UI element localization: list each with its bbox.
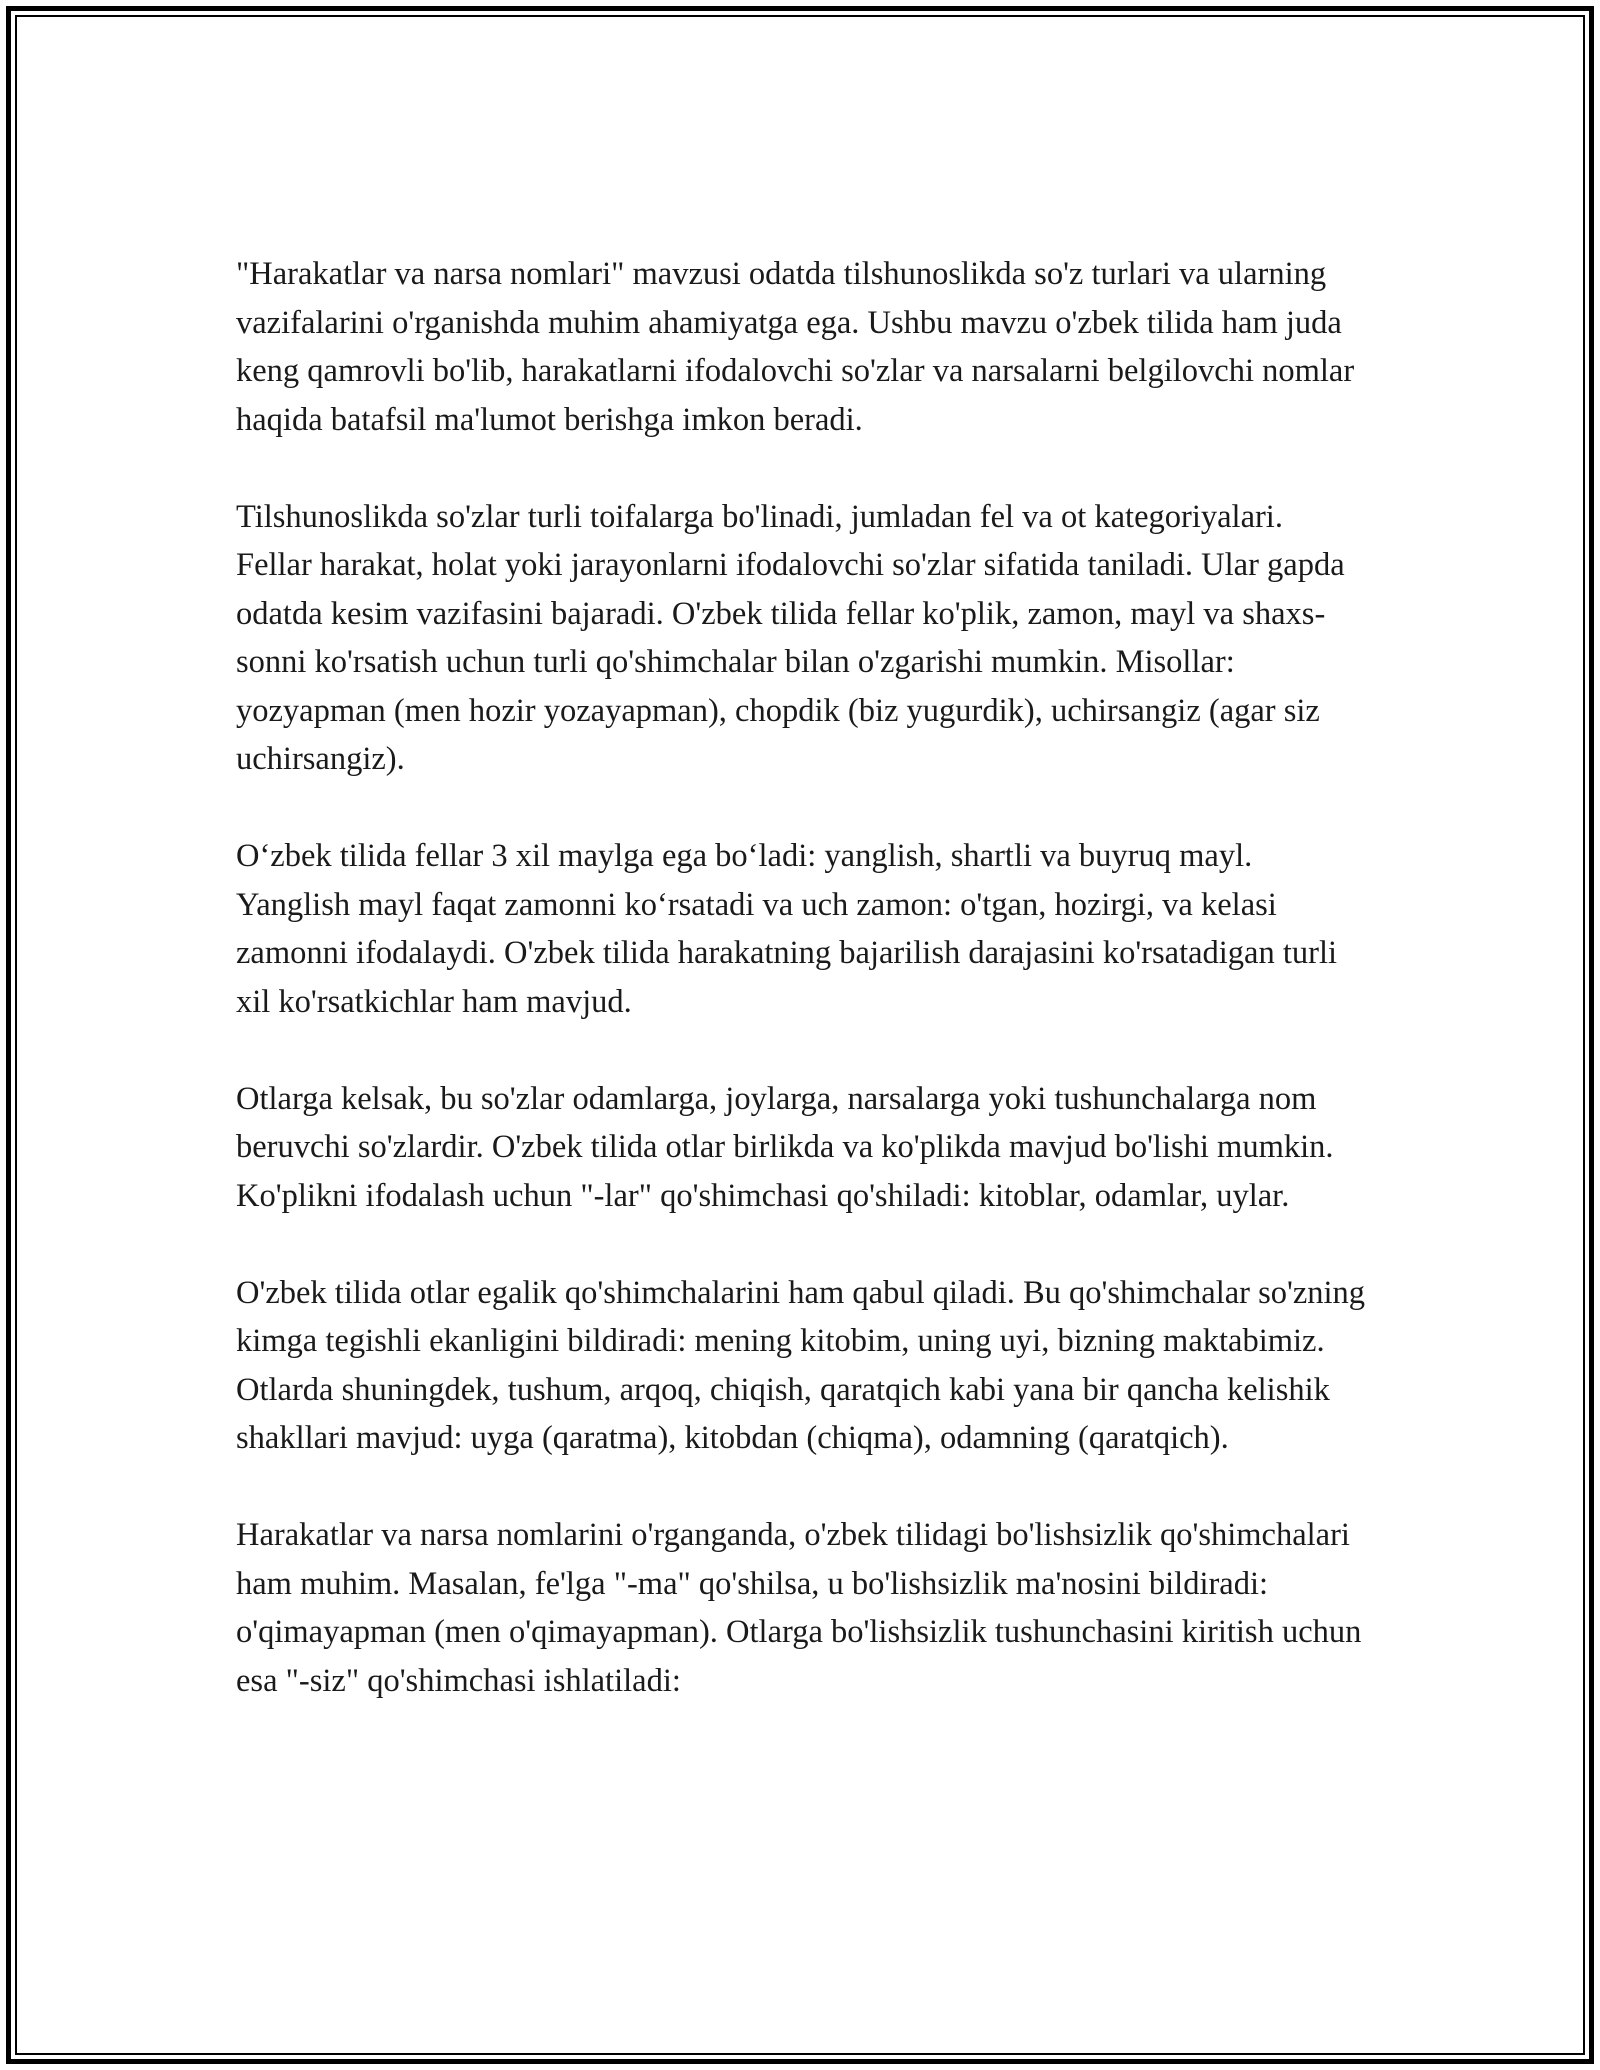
paragraph-2: Tilshunoslikda so'zlar turli toifalarga bo'linadi, jumladan fel va ot kategoriyalari. Fellar harakat, holat yoki jarayonlarni ifodalovchi so'zlar sifatida taniladi. Ular gapda odatda kesim vazifasini bajaradi. O'zbek tilida fellar ko'plik, zamon, mayl va shaxs-sonni ko'rsatish uchun turli qo'shimchalar bilan o'zgarishi mumkin. Misollar: yozyapman (men hozir yozayapman), chopdik (biz yugurdik), uchirsangiz (agar siz uchirsangiz). (236, 498, 1345, 777)
document-body (236, 250, 1366, 1705)
paragraph-3: O‘zbek tilida fellar 3 xil maylga ega bo‘ladi: yanglish, shartli va buyruq mayl. Yanglish mayl faqat zamonni ko‘rsatadi va uch zamon: o'tgan, hozirgi, va kelasi zamonni ifodalaydi. O'zbek tilida harakatning bajarilish darajasini ko'rsatadigan turli xil ko'rsatkichlar ham mavjud. (236, 838, 1338, 1020)
paragraph-1: "Harakatlar va narsa nomlari" mavzusi odatda tilshunoslikda so'z turlari va ularning vazifalarini o'rganishda muhim ahamiyatga ega. Ushbu mavzu o'zbek tilida ham juda keng qamrovli bo'lib, harakatlarni ifodalovchi so'zlar va narsalarni belgilovchi nomlar haqida batafsil ma'lumot berishga imkon beradi. (236, 256, 1355, 438)
paragraph-4: Otlarga kelsak, bu so'zlar odamlarga, joylarga, narsalarga yoki tushunchalarga nom beruvchi so'zlardir. O'zbek tilida otlar birlikda va ko'plikda mavjud bo'lishi mumkin. Ko'plikni ifodalash uchun "-lar" qo'shimchasi qo'shiladi: kitoblar, odamlar, uylar. (236, 1080, 1334, 1214)
paragraph-5: O'zbek tilida otlar egalik qo'shimchalarini ham qabul qiladi. Bu qo'shimchalar so'zning kimga tegishli ekanligini bildiradi: mening kitobim, uning uyi, bizning maktabimiz. Otlarda shuningdek, tushum, arqoq, chiqish, qaratqich kabi yana bir qancha kelishik shakllari mavjud: uyga (qaratma), kitobdan (chiqma), odamning (qaratqich). (236, 1274, 1366, 1456)
paragraph-6: Harakatlar va narsa nomlarini o'rganganda, o'zbek tilidagi bo'lishsizlik qo'shimchalari ham muhim. Masalan, fe'lga "-ma" qo'shilsa, u bo'lishsizlik ma'nosini bildiradi: o'qimayapman (men o'qimayapman). Otlarga bo'lishsizlik tushunchasini kiritish uchun esa "-siz" qo'shimchasi ishlatiladi: (236, 1517, 1362, 1699)
